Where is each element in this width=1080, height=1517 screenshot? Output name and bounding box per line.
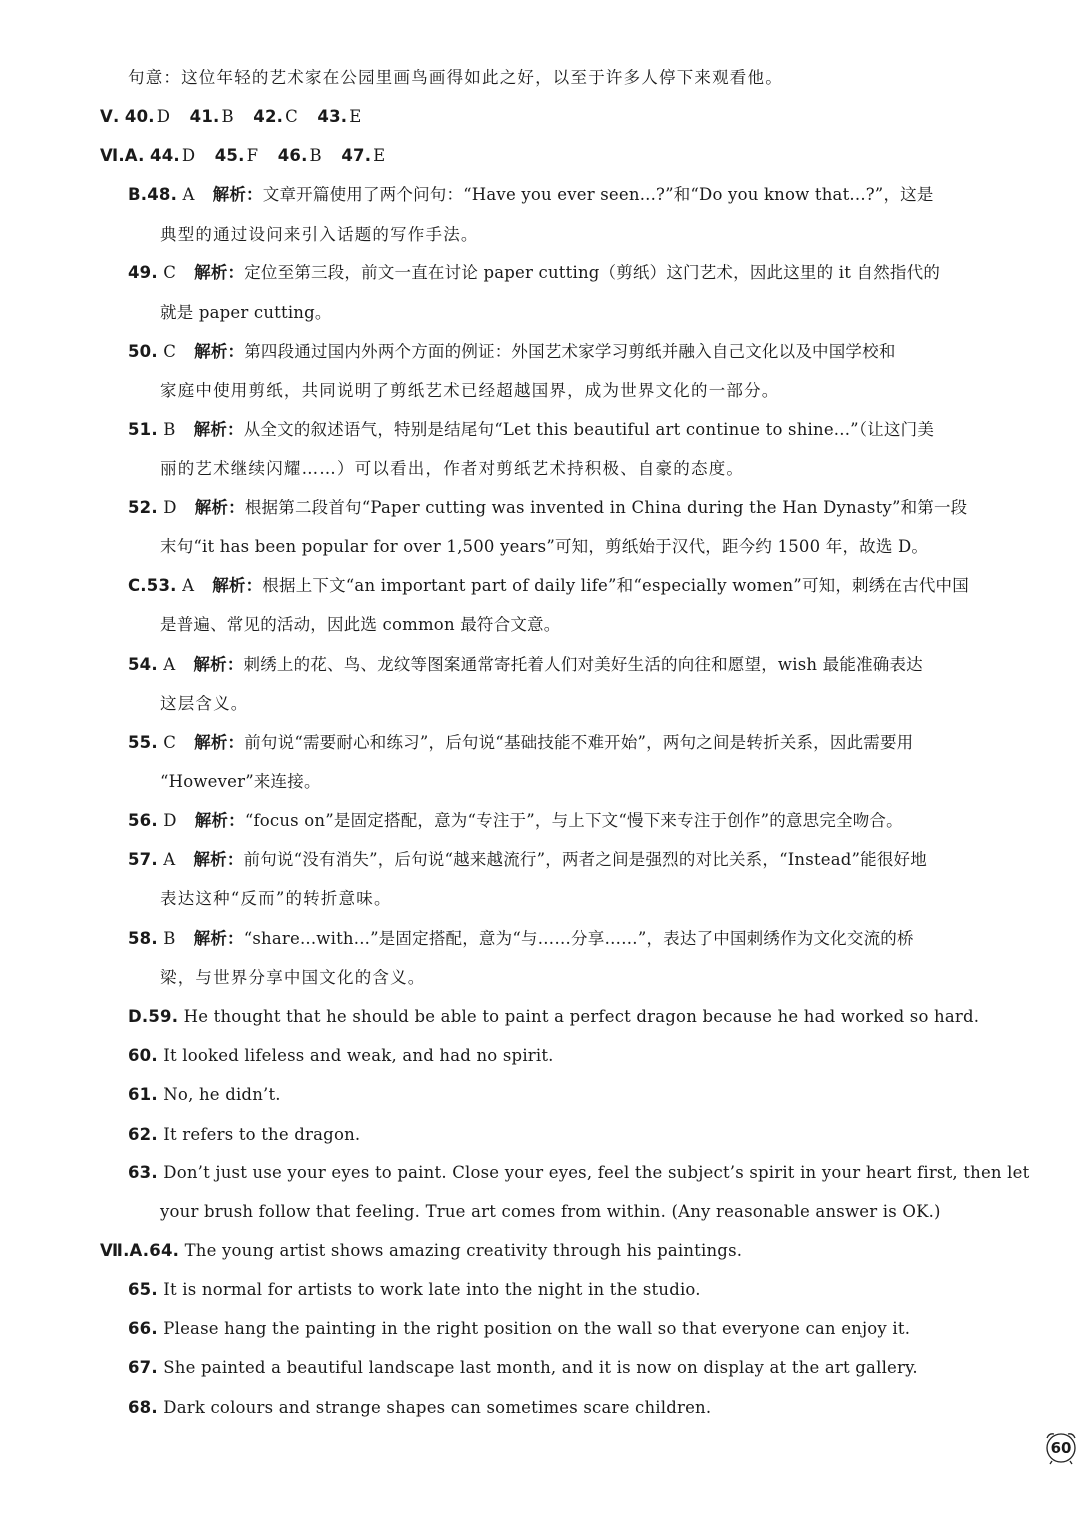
q54-line1: 54. A 解析：刺绣上的花、鸟、龙纹等图案通常寄托着人们对美好生活的向往和愿望，wish 最能准确表达: [128, 655, 923, 674]
q53-line2: 是普遍、常见的活动，因此选 common 最符合文意。: [160, 615, 561, 634]
q48-line2: 典型的通过设问来引入话题的写作手法。: [160, 225, 479, 244]
q48-line1: B.48. A 解析：文章开篇使用了两个问句：“Have you ever seen...?”和“Do you know that...?”，这是: [128, 185, 934, 204]
q63-answer-line1: 63. Don’t just use your eyes to paint. Close your eyes, feel the subject’s spirit in your heart first, then let: [128, 1163, 1030, 1182]
q52-line2: 末句“it has been popular for over 1,500 years”可知，剪纸始于汉代，距今约 1500 年，故选 D。: [160, 537, 929, 556]
page-number-badge: [1041, 1430, 1080, 1466]
q57-line2: 表达这种“反而”的转折意味。: [160, 889, 392, 908]
sentence-meaning-line: 句意：这位年轻的艺术家在公园里画鸟画得如此之好，以至于许多人停下来观看他。: [128, 68, 783, 87]
q50-line2: 家庭中使用剪纸，共同说明了剪纸艺术已经超越国界，成为世界文化的一部分。: [160, 381, 780, 400]
q57-line1: 57. A 解析：前句说“没有消失”，后句说“越来越流行”，两者之间是强烈的对比关系，“Instead”能很好地: [128, 850, 927, 869]
q65-answer: 65. It is normal for artists to work late into the night in the studio.: [128, 1280, 701, 1299]
q59-answer: D.59. He thought that he should be able to paint a perfect dragon because he had worked so hard.: [128, 1007, 980, 1026]
q54-line2: 这层含义。: [160, 694, 249, 713]
q60-answer: 60. It looked lifeless and weak, and had no spirit.: [128, 1046, 554, 1065]
q67-answer: 67. She painted a beautiful landscape last month, and it is now on display at the art gallery.: [128, 1358, 918, 1377]
q50-line1: 50. C 解析：第四段通过国内外两个方面的例证：外国艺术家学习剪纸并融入自己文化以及中国学校和: [128, 342, 896, 361]
q66-answer: 66. Please hang the painting in the right position on the wall so that everyone can enjoy it.: [128, 1319, 911, 1338]
q58-line2: 梁，与世界分享中国文化的含义。: [160, 968, 426, 987]
q56-line1: 56. D 解析：“focus on”是固定搭配，意为“专注于”，与上下文“慢下来专注于创作”的意思完全吻合。: [128, 811, 903, 830]
q63-answer-line2: your brush follow that feeling. True art comes from within. (Any reasonable answer is OK.): [160, 1202, 941, 1221]
q61-answer: 61. No, he didn’t.: [128, 1085, 281, 1104]
q68-answer: 68. Dark colours and strange shapes can sometimes scare children.: [128, 1398, 712, 1417]
q64-answer: Ⅶ.A.64. The young artist shows amazing creativity through his paintings.: [100, 1241, 743, 1260]
q53-line1: C.53. A 解析：根据上下文“an important part of daily life”和“especially women”可知，刺绣在古代中国: [128, 576, 969, 595]
q62-answer: 62. It refers to the dragon.: [128, 1125, 361, 1144]
q49-line1: 49. C 解析：定位至第三段，前文一直在讨论 paper cutting（剪纸）这门艺术，因此这里的 it 自然指代的: [128, 263, 941, 282]
q51-line1: 51. B 解析：从全文的叙述语气，特别是结尾句“Let this beautiful art continue to shine...”（让这门美: [128, 420, 935, 439]
q49-line2: 就是 paper cutting。: [160, 303, 332, 322]
section-5-answers: Ⅴ. 40. D 41. B 42. C 43. E: [100, 107, 362, 126]
q55-line1: 55. C 解析：前句说“需要耐心和练习”，后句说“基础技能不难开始”，两句之间是转折关系，因此需要用: [128, 733, 914, 752]
q51-line2: 丽的艺术继续闪耀……）可以看出，作者对剪纸艺术持积极、自豪的态度。: [160, 459, 745, 478]
q52-line1: 52. D 解析：根据第二段首句“Paper cutting was invented in China during the Han Dynasty”和第一段: [128, 498, 968, 517]
q58-line1: 58. B 解析：“share...with...”是固定搭配，意为“与……分享……”，表达了中国刺绣作为文化交流的桥: [128, 929, 914, 948]
q55-line2: “However”来连接。: [160, 772, 321, 791]
page-number: 60: [1050, 1439, 1072, 1457]
section-6a-answers: Ⅵ.A. 44. D 45. F 46. B 47. E: [100, 146, 386, 165]
